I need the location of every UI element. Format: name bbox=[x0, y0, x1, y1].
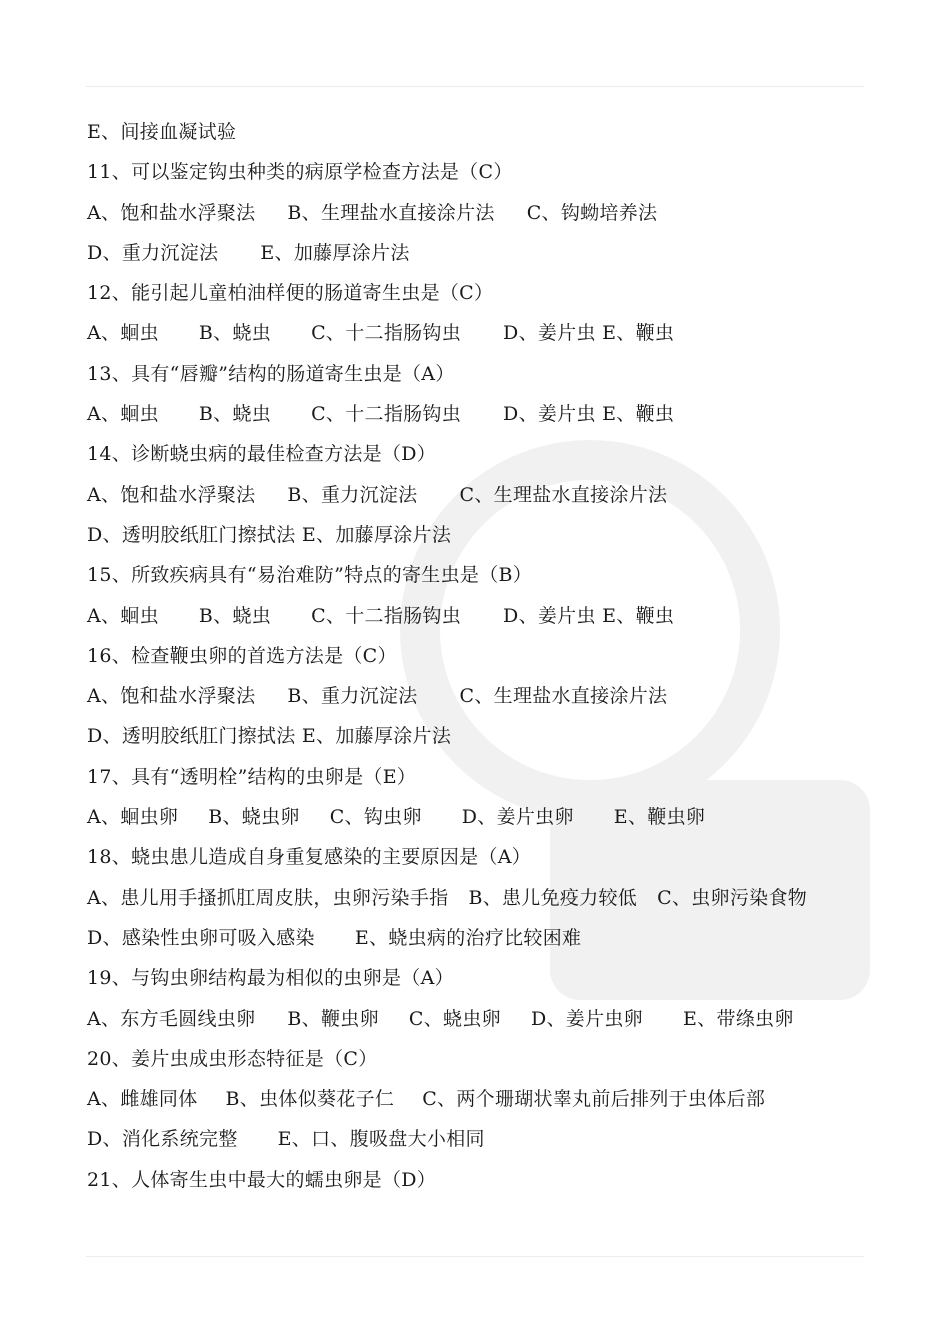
options-line: D、感染性虫卵可吸入感染 E、蛲虫病的治疗比较困难 bbox=[87, 926, 582, 949]
question-21: 21、人体寄生虫中最大的蠕虫卵是（D） bbox=[87, 1168, 437, 1191]
options-line: A、雌雄同体 B、虫体似葵花子仁 C、两个珊瑚状睾丸前后排列于虫体后部 bbox=[87, 1088, 766, 1111]
options-line: A、饱和盐水浮聚法 B、生理盐水直接涂片法 C、钩蚴培养法 bbox=[87, 201, 658, 224]
options-line: D、消化系统完整 E、口、腹吸盘大小相同 bbox=[87, 1128, 485, 1151]
footer-rule bbox=[86, 1256, 864, 1257]
options-line: A、饱和盐水浮聚法 B、重力沉淀法 C、生理盐水直接涂片法 bbox=[87, 685, 668, 708]
question-17: 17、具有“透明栓”结构的虫卵是（E） bbox=[87, 765, 417, 788]
question-11: 11、可以鉴定钩虫种类的病原学检查方法是（C） bbox=[87, 161, 513, 184]
question-15: 15、所致疾病具有“易治难防”特点的寄生虫是（B） bbox=[87, 564, 533, 587]
question-18: 18、蛲虫患儿造成自身重复感染的主要原因是（A） bbox=[87, 846, 532, 869]
options-line: A、蛔虫卵 B、蛲虫卵 C、钩虫卵 D、姜片虫卵 E、鞭虫卵 bbox=[87, 806, 706, 829]
options-line: A、患儿用手搔抓肛周皮肤，虫卵污染手指 B、患儿免疫力较低 C、虫卵污染食物 bbox=[87, 886, 808, 909]
options-line: D、重力沉淀法 E、加藤厚涂片法 bbox=[87, 241, 410, 264]
question-19: 19、与钩虫卵结构最为相似的虫卵是（A） bbox=[87, 967, 454, 990]
question-14: 14、诊断蛲虫病的最佳检查方法是（D） bbox=[87, 443, 437, 466]
options-line: A、蛔虫 B、蛲虫 C、十二指肠钩虫 D、姜片虫 E、鞭虫 bbox=[87, 322, 675, 345]
options-line: A、东方毛圆线虫卵 B、鞭虫卵 C、蛲虫卵 D、姜片虫卵 E、带绦虫卵 bbox=[87, 1007, 794, 1030]
options-line: A、蛔虫 B、蛲虫 C、十二指肠钩虫 D、姜片虫 E、鞭虫 bbox=[87, 604, 675, 627]
header-rule bbox=[86, 86, 864, 87]
question-16: 16、检查鞭虫卵的首选方法是（C） bbox=[87, 644, 397, 667]
options-line: D、透明胶纸肛门擦拭法 E、加藤厚涂片法 bbox=[87, 725, 452, 748]
question-20: 20、姜片虫成虫形态特征是（C） bbox=[87, 1047, 378, 1070]
options-line: A、饱和盐水浮聚法 B、重力沉淀法 C、生理盐水直接涂片法 bbox=[87, 483, 668, 506]
question-list bbox=[87, 112, 887, 1200]
question-12: 12、能引起儿童柏油样便的肠道寄生虫是（C） bbox=[87, 282, 494, 305]
options-line: D、透明胶纸肛门擦拭法 E、加藤厚涂片法 bbox=[87, 523, 452, 546]
text-line: E、间接血凝试验 bbox=[87, 121, 237, 143]
options-line: A、蛔虫 B、蛲虫 C、十二指肠钩虫 D、姜片虫 E、鞭虫 bbox=[87, 403, 675, 426]
question-13: 13、具有“唇瓣”结构的肠道寄生虫是（A） bbox=[87, 362, 455, 385]
